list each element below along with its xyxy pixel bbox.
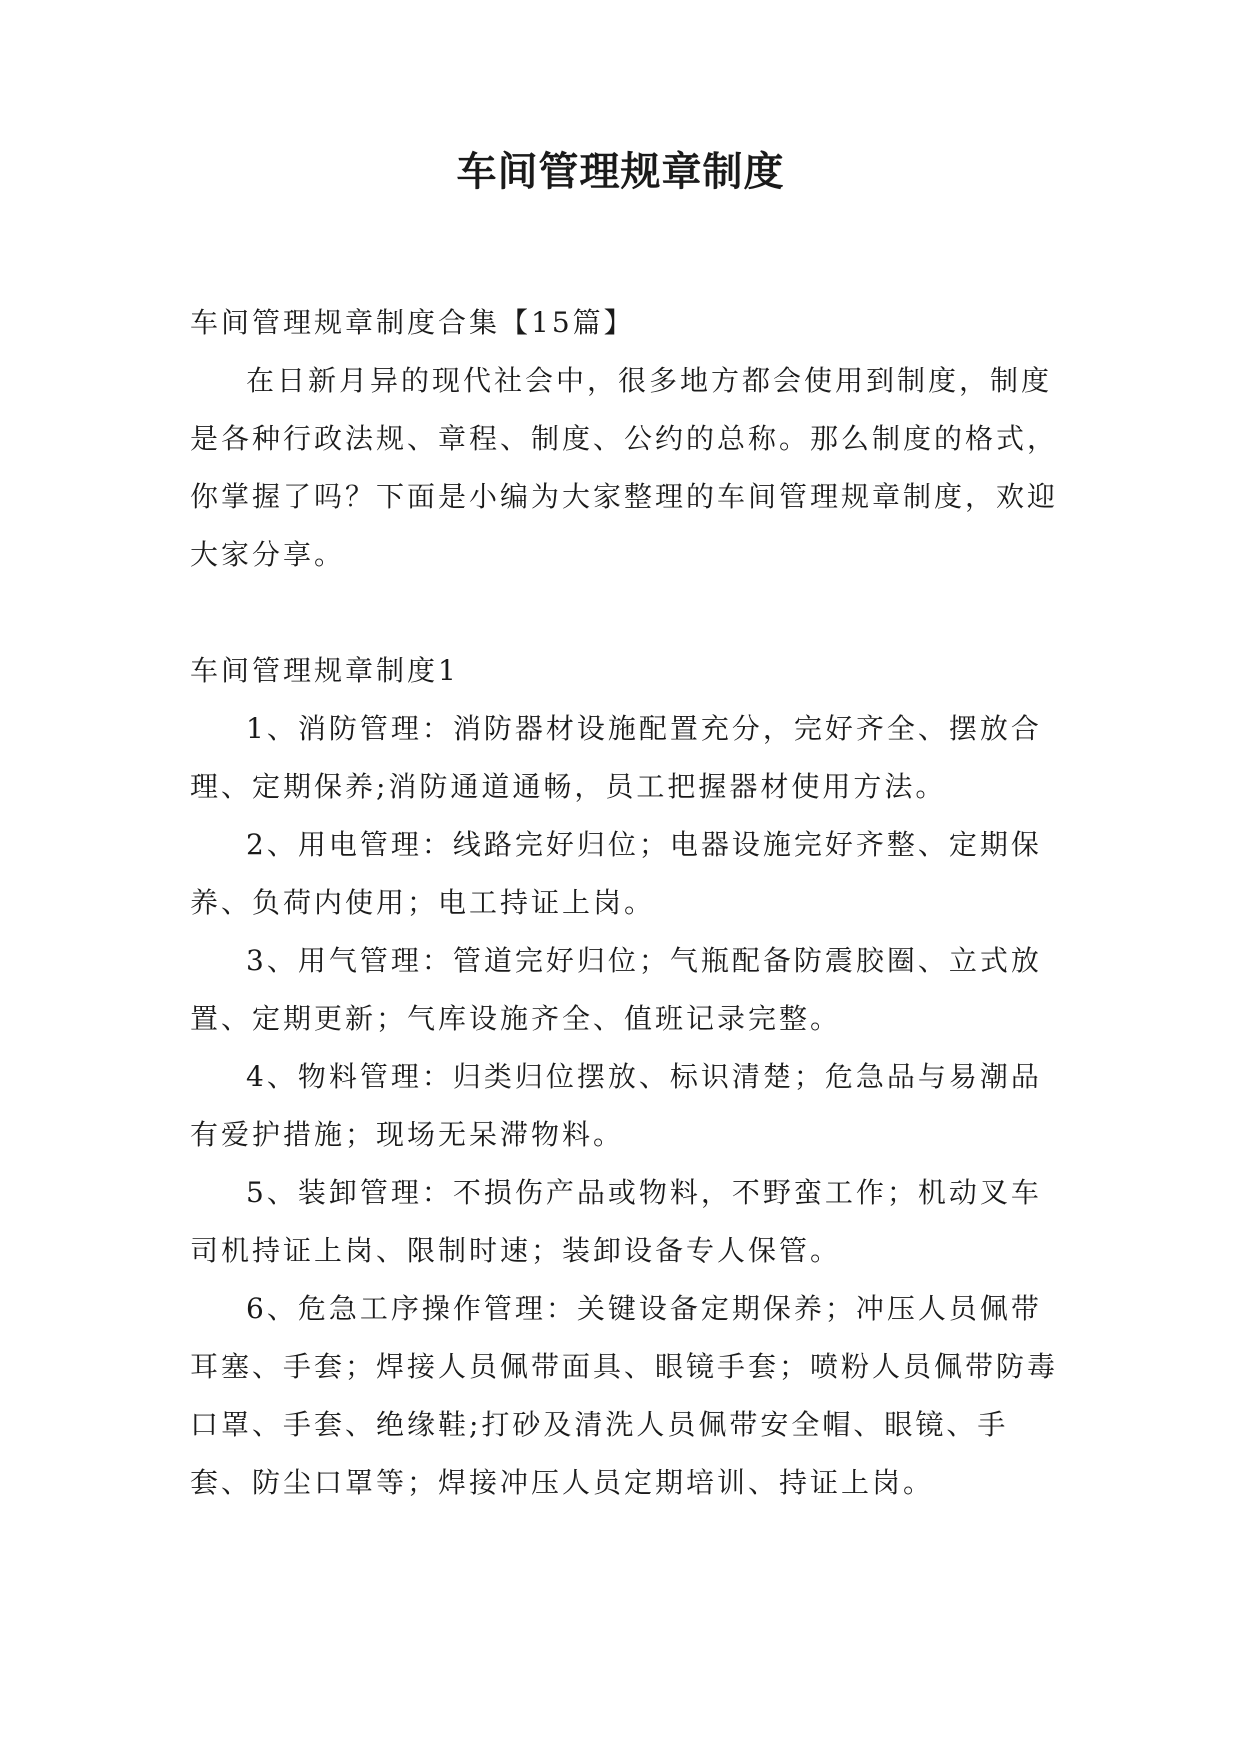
rule-item-loading: 5、装卸管理：不损伤产品或物料，不野蛮工作；机动叉车司机持证上岗、限制时速；装卸设备专人保管。 xyxy=(190,1176,1042,1267)
document-title: 车间管理规章制度 xyxy=(456,149,785,195)
rule-item-electricity: 2、用电管理：线路完好归位；电器设施完好齐整、定期保养、负荷内使用；电工持证上岗。 xyxy=(190,828,1042,919)
paragraph-spacer xyxy=(190,584,1066,642)
intro-paragraph: 在日新月异的现代社会中，很多地方都会使用到制度，制度是各种行政法规、章程、制度、公约的总称。那么制度的格式，你掌握了吗？下面是小编为大家整理的车间管理规章制度，欢迎大家分享。 xyxy=(190,364,1059,571)
rule-item-materials: 4、物料管理：归类归位摆放、标识清楚；危急品与易潮品有爱护措施；现场无呆滞物料。 xyxy=(190,1060,1042,1151)
rule-item-gas: 3、用气管理：管道完好归位；气瓶配备防震胶圈、立式放置、定期更新；气库设施齐全、值班记录完整。 xyxy=(190,944,1042,1035)
rule-item-fire: 1、消防管理：消防器材设施配置充分，完好齐全、摆放合理、定期保养;消防通道通畅，员工把握器材使用方法。 xyxy=(190,712,1042,803)
document-body xyxy=(190,294,1066,1512)
section-heading: 车间管理规章制度1 xyxy=(190,654,459,687)
document-subtitle: 车间管理规章制度合集【15篇】 xyxy=(190,306,635,339)
rule-item-hazard-operations: 6、危急工序操作管理：关键设备定期保养；冲压人员佩带耳塞、手套；焊接人员佩带面具、眼镜手套；喷粉人员佩带防毒口罩、手套、绝缘鞋;打砂及清洗人员佩带安全帽、眼镜、手套、防尘口罩等；焊接冲压人员定期培训、持证上岗。 xyxy=(190,1292,1059,1499)
